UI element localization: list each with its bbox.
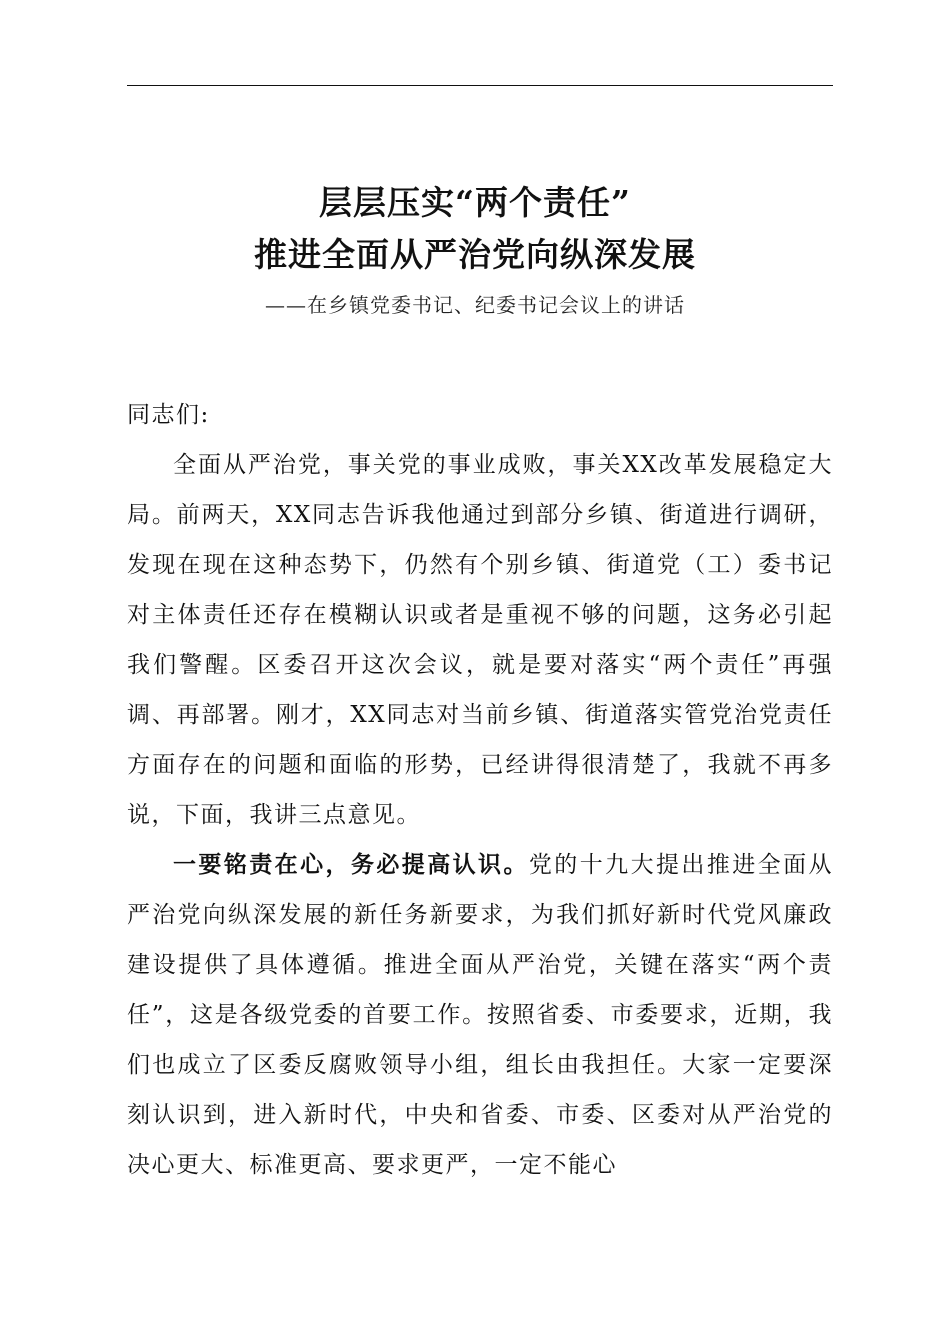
- paragraph-2-body: 党的十九大提出推进全面从严治党向纵深发展的新任务新要求，为我们抓好新时代党风廉政建设提供了具体遵循。推进全面从严治党，关键在落实“两个责任”，这是各级党委的首要工作。按照省委、市委要求，近期，我们也成立了区委反腐败领导小组，组长由我担任。大家一定要深刻认识到，进入新时代，中央和省委、市委、区委对从严治党的决心更大、标准更高、要求更严，一定不能心: [127, 852, 834, 1178]
- salutation: 同志们:: [127, 402, 210, 428]
- paragraph-2-lead: 一要铭责在心，务必提高认识。: [173, 851, 529, 878]
- paragraph-2: [127, 840, 833, 1190]
- paragraph-1: 全面从严治党，事关党的事业成败，事关XX改革发展稳定大局。前两天，XX同志告诉我他通过到部分乡镇、街道进行调研，发现在现在这种态势下，仍然有个别乡镇、街道党（工）委书记对主体责任还存在模糊认识或者是重视不够的问题，这务必引起我们警醒。区委召开这次会议，就是要对落实“两个责任”再强调、再部署。刚才，XX同志对当前乡镇、街道落实管党治党责任方面存在的问题和面临的形势，已经讲得很清楚了，我就不再多说，下面，我讲三点意见。: [127, 452, 833, 828]
- document-subtitle: ——在乡镇党委书记、纪委书记会议上的讲话: [265, 293, 685, 317]
- document-body: [127, 390, 833, 1190]
- document-title-line-2: 推进全面从严治党向纵深发展: [254, 235, 696, 274]
- document-title-line-1: 层层压实“两个责任”: [319, 183, 631, 222]
- header-rule: [127, 85, 833, 86]
